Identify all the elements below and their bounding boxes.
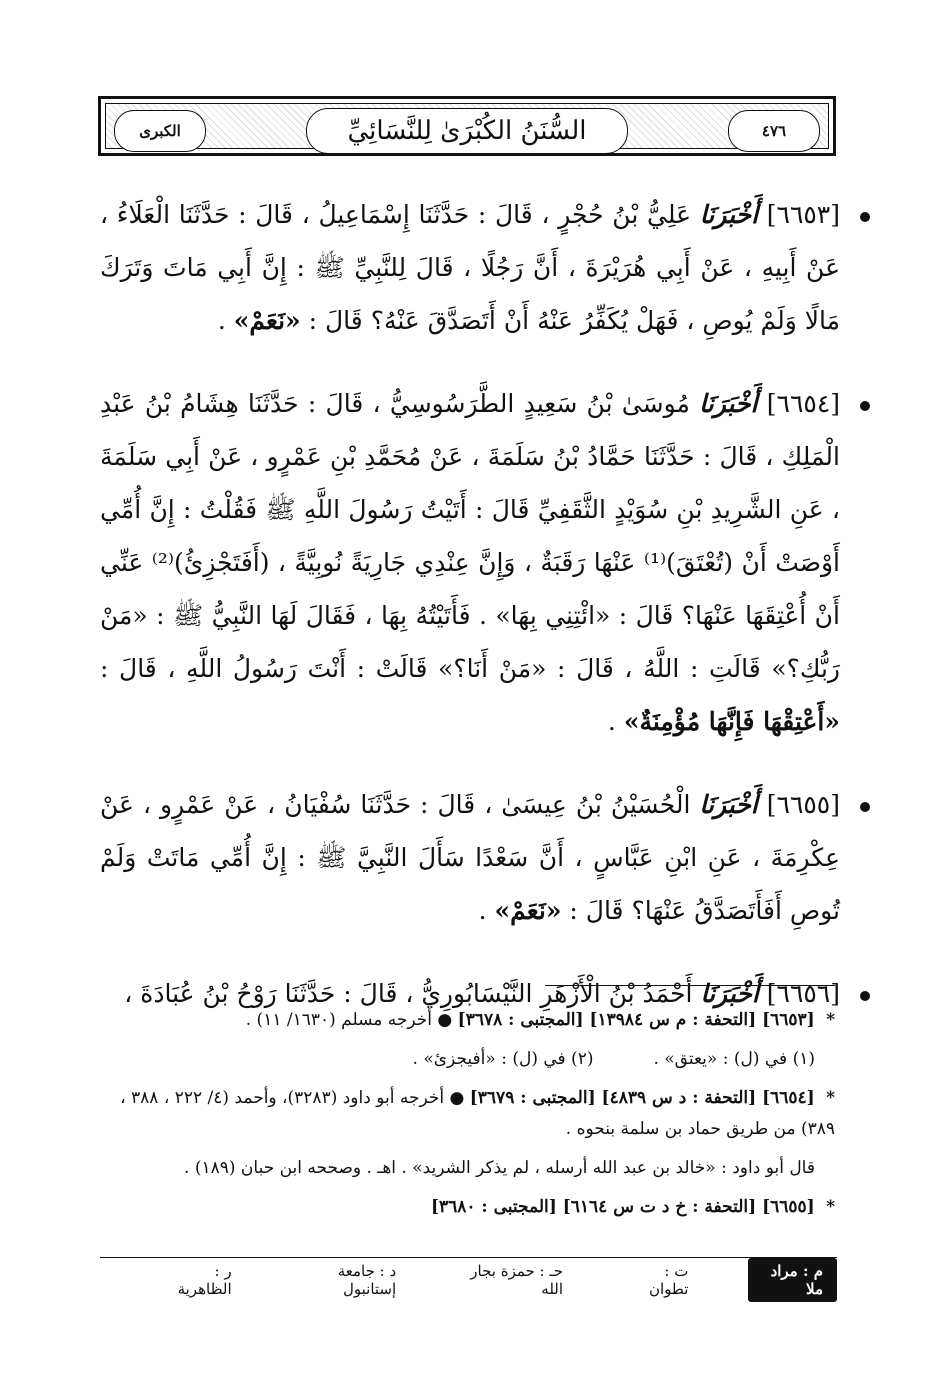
- note-ref: [٦٦٥٣] [التحفة : م س ١٣٩٨٤] [المجتبى : ٣٦٧٨]: [457, 1010, 815, 1030]
- note-text: ● أخرجه أبو داود (٣٢٨٣)، وأحمد (٤/ ٢٢٢ ، ٣٨٨ ، ٣٨٩) من طريق حماد بن سلمة بنحوه .: [120, 1088, 835, 1139]
- page-number: ٤٧٦: [728, 110, 820, 152]
- bullet-icon: [860, 212, 870, 222]
- footnote-1: (١) في (ل) : «يعتق» .: [653, 1049, 815, 1069]
- legend-t: ت : تطوان: [648, 1262, 689, 1298]
- footnote-2: (٢) في (ل) : «أفيجزئ» .: [412, 1049, 594, 1069]
- bullet-icon: [860, 401, 870, 411]
- asterisk-icon: *: [826, 1010, 835, 1030]
- hadith-6654: [100, 377, 840, 748]
- hadith-end: .: [607, 707, 624, 736]
- hadith-text: أَحْمَدُ بْنُ الْأَزْهَرِ النَّيْسَابُورِيُّ ، قَالَ : حَدَّثَنَا رَوْحُ بْنُ عُبَادَةَ ،: [124, 979, 693, 1008]
- hadith-text: مُوسَىٰ بْنُ سَعِيدٍ الطَّرَسُوسِيُّ ، قَالَ : حَدَّثَنَا هِشَامُ بْنُ عَبْدِ الْمَلِكِ ، قَالَ : حَدَّثَنَا حَمَّادُ بْنُ سَلَمَةَ ، عَنْ مُحَمَّدِ بْنِ عَمْرٍو ، عَنْ أَبِي سَلَمَةَ ، عَنِ الشَّرِيدِ بْنِ سُوَيْدٍ الثَّقَفِيِّ قَالَ : أَتَيْتُ رَسُولَ اللَّهِ ﷺ فَقُلْتُ : إِنَّ أُمِّي أَوْصَتْ أَنْ (تُعْتَقَ)⁽¹⁾ عَنْهَا رَقَبَةٌ ، وَإِنَّ عِنْدِي جَارِيَةً نُوبِيَّةً ، (أَفَتَجْزِئُ)⁽²⁾ عَنِّي أَنْ أُعْتِقَهَا عَنْهَا؟ قَالَ : «ائْتِنِي بِهَا» . فَأَتَيْتُهُ بِهَا ، فَقَالَ لَهَا النَّبِيُّ ﷺ : «مَنْ رَبُّكِ؟» قَالَتِ : اللَّهُ ، قَالَ : «مَنْ أَنَا؟» قَالَتْ : أَنْتَ رَسُولُ اللَّهِ ، قَالَ :: [100, 389, 841, 683]
- hadith-number: [٦٦٥٣]: [766, 200, 840, 229]
- book-emblem: الكبرى: [114, 110, 206, 152]
- note-6655: [100, 1192, 835, 1223]
- note-6654: [100, 1083, 835, 1145]
- hadith-quote: «نَعَمْ»: [494, 896, 562, 925]
- hadith-lead: أَخْبَرَنَا: [699, 389, 758, 418]
- hadith-lead: أَخْبَرَنَا: [700, 979, 759, 1008]
- asterisk-icon: *: [826, 1088, 835, 1108]
- note-6654-sub: قال أبو داود : «خالد بن عبد الله أرسله ، لم يذكر الشريد» . اهـ . وصححه ابن حبان (١٨٩) .: [184, 1158, 815, 1178]
- hadith-lead: أَخْبَرَنَا: [699, 790, 758, 819]
- hadith-number: [٦٦٥٥]: [766, 790, 840, 819]
- hadith-end: .: [217, 306, 234, 335]
- legend-d: د : جامعة إستانبول: [337, 1262, 397, 1298]
- legend-badge: م : مراد ملا: [748, 1258, 837, 1302]
- note-6653: [100, 1005, 835, 1036]
- hadith-lead: أَخْبَرَنَا: [699, 200, 759, 229]
- note-ref: [٦٦٥٤] [التحفة : د س ٤٨٣٩] [المجتبى : ٣٦٧٩]: [469, 1088, 815, 1108]
- page-header: [98, 96, 836, 156]
- legend-r: ر : الظاهرية: [177, 1262, 232, 1298]
- hadith-number: [٦٦٥٦]: [766, 979, 840, 1008]
- hadith-end: .: [478, 896, 495, 925]
- hadith-number: [٦٦٥٤]: [766, 389, 841, 418]
- footnotes: [100, 1005, 835, 1231]
- main-text: [100, 188, 840, 1050]
- legend-h: حـ : حمزة بجار الله: [470, 1262, 564, 1298]
- hadith-6655: [100, 778, 840, 937]
- manuscript-legend: [100, 1262, 837, 1298]
- footnote-row: [100, 1044, 835, 1075]
- book-title: السُّنَنُ الكُبْرَىٰ لِلنَّسَائِيِّ: [306, 108, 628, 154]
- hadith-text: عَلِيُّ بْنُ حُجْرٍ ، قَالَ : حَدَّثَنَا إِسْمَاعِيلُ ، قَالَ : حَدَّثَنَا الْعَلَاءُ ، عَنْ أَبِيهِ ، عَنْ أَبِي هُرَيْرَةَ ، أَنَّ رَجُلًا ، قَالَ لِلنَّبِيِّ ﷺ : إِنَّ أَبِي مَاتَ وَتَرَكَ مَالًا وَلَمْ يُوصِ ، فَهَلْ يُكَفِّرُ عَنْهُ أَنْ أَتَصَدَّقَ عَنْهُ؟ قَالَ :: [100, 200, 840, 335]
- hadith-text: الْحُسَيْنُ بْنُ عِيسَىٰ ، قَالَ : حَدَّثَنَا سُفْيَانُ ، عَنْ عَمْرٍو ، عَنْ عِكْرِمَةَ ، عَنِ ابْنِ عَبَّاسٍ ، أَنَّ سَعْدًا سَأَلَ النَّبِيَّ ﷺ : إِنَّ أُمِّي مَاتَتْ وَلَمْ تُوصِ أَفَأَتَصَدَّقُ عَنْهَا؟ قَالَ :: [100, 790, 840, 925]
- header-frame: [105, 103, 829, 149]
- asterisk-icon: *: [826, 1197, 835, 1217]
- bullet-icon: [860, 802, 870, 812]
- hadith-quote: «أَعْتِقْهَا فَإِنَّهَا مُؤْمِنَةٌ»: [623, 707, 840, 736]
- footnote-divider: [545, 985, 835, 986]
- note-text: ● أخرجه مسلم (١٦٣٠/ ١١) .: [245, 1010, 453, 1030]
- bullet-icon: [860, 991, 870, 1001]
- hadith-6653: [100, 188, 840, 347]
- footer-divider: [100, 1257, 837, 1258]
- note-ref: [٦٦٥٥] [التحفة : خ د ت س ٦١٦٤] [المجتبى : ٣٦٨٠]: [430, 1197, 815, 1217]
- hadith-quote: «نَعَمْ»: [233, 306, 301, 335]
